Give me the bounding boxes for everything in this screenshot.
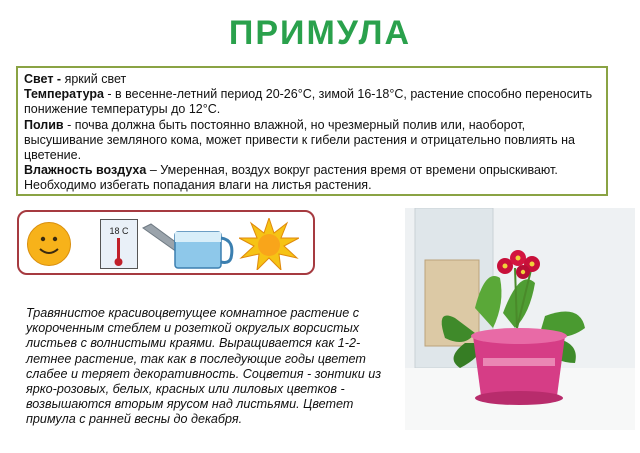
plant-description: Травянистое красивоцветущее комнатное растение с укороченным стеблем и розеткой округлых ворсистых листьев с волнистыми краями. Выращивается как 1-2-летнее растение, так как в последующие годы цветет слабее и теряет декоративность. Соцветия - зонтики из ярко-розовых, белых, красных или лиловых цветков - возвышаются вторым ярусом над листьями. Цветет примула с ранней весны до декабря. <box>26 306 382 427</box>
bright-sun-icon <box>239 218 299 270</box>
watering-text: - почва должна быть постоянно влажной, но чрезмерный полив или, наоборот, высушивание земляного кома, может привести к гибели растения и отрицательно повлиять на цветение. <box>24 117 575 163</box>
humidity-line <box>24 163 600 193</box>
smiling-sun-icon <box>27 222 71 266</box>
watering-line <box>24 118 600 164</box>
care-info-box <box>16 66 608 196</box>
humidity-text: – Умеренная, воздух вокруг растения время от времени опрыскивают. Необходимо избегать попадания влаги на листья растения. <box>24 163 558 193</box>
temperature-text: - в весенне-летний период 20-26°C, зимой 16-18°C, растение способно переносить понижение температуры до 12°C. <box>24 87 593 117</box>
light-label: Свет - <box>24 72 65 86</box>
thermometer-icon <box>100 219 138 269</box>
page-title: ПРИМУЛА <box>228 14 412 52</box>
light-text: яркий свет <box>64 72 127 86</box>
thermometer-label: 18 C <box>109 226 129 236</box>
primula-photo <box>405 208 635 430</box>
light-line <box>24 72 600 87</box>
care-icons-panel <box>17 210 315 275</box>
watering-label: Полив <box>24 117 64 132</box>
temperature-label: Температура <box>24 87 104 102</box>
temperature-line <box>24 87 600 117</box>
humidity-label: Влажность воздуха <box>24 163 147 178</box>
watering-can-icon <box>141 220 236 270</box>
